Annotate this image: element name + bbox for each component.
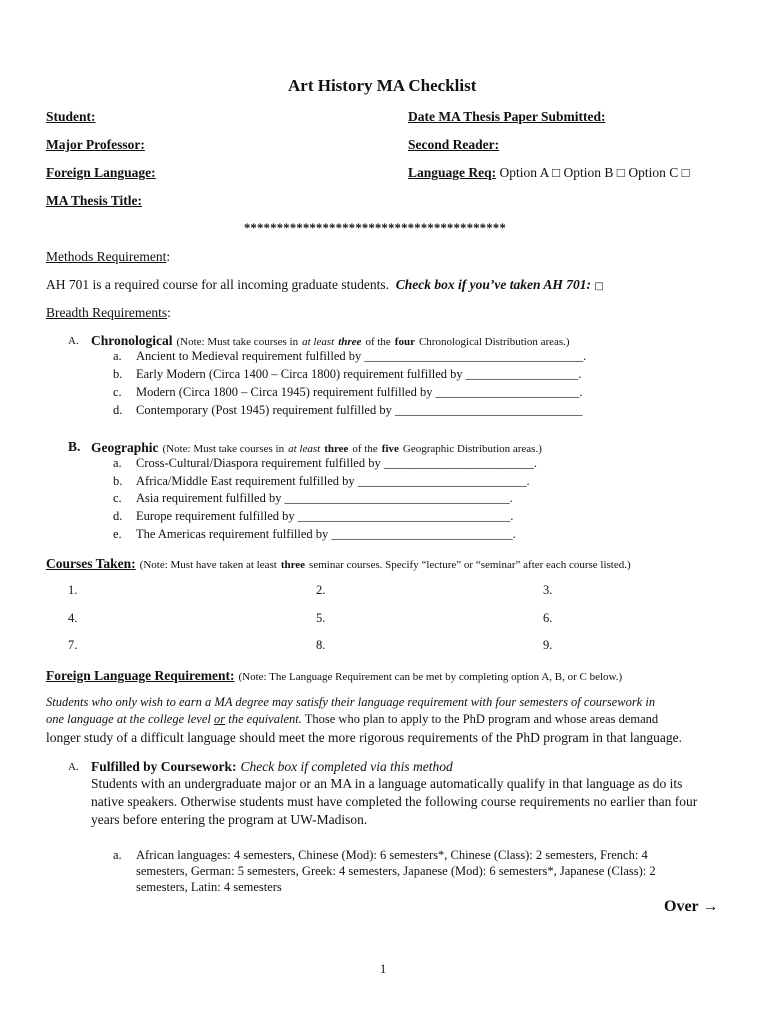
- geo-item-europe: Europe requirement fulfilled by __________________________________.: [136, 509, 514, 523]
- course-number-4: 4.: [68, 611, 78, 625]
- methods-text: AH 701 is a required course for all incoming graduate students.: [46, 277, 390, 292]
- geographic-note-post: Geographic Distribution areas.): [402, 443, 542, 455]
- chrono-item-marker: a.: [113, 349, 122, 363]
- foreign-italic-2a: one language at the college level: [46, 712, 211, 726]
- geo-item-marker: e.: [113, 527, 122, 541]
- chronological-note-of-the: of the: [365, 336, 391, 348]
- geo-item-americas: The Americas requirement fulfilled by _____________________________.: [136, 527, 516, 541]
- second-reader-label: Second Reader:: [408, 137, 500, 152]
- methods-line: [46, 277, 604, 293]
- language-req-options: Option A □ Option B □ Option C □: [499, 165, 690, 180]
- foreign-heading-row: [46, 667, 622, 685]
- option-a-line-3: years before entering the program at UW-Madison.: [91, 812, 368, 827]
- language-req-label: Language Req:: [408, 165, 497, 180]
- course-number-6: 6.: [543, 611, 553, 625]
- option-a-sub-line-1: African languages: 4 semesters, Chinese (Mod): 6 semesters*, Chinese (Class): 2 semesters, French: 4: [136, 848, 648, 862]
- breadth-colon: :: [167, 305, 171, 320]
- page-number: 1: [380, 962, 387, 976]
- chrono-item-early-modern: Early Modern (Circa 1400 – Circa 1800) requirement fulfilled by __________________.: [136, 367, 582, 381]
- foreign-italic-or: or: [214, 712, 226, 726]
- chronological-label: Chronological: [91, 333, 173, 348]
- language-req-row: [408, 165, 690, 181]
- option-a-heading: [91, 758, 453, 776]
- foreign-heading: Foreign Language Requirement:: [46, 668, 235, 683]
- foreign-line-3: longer study of a difficult language should meet the more rigorous requirements of the PhD program in that language.: [46, 730, 682, 745]
- geo-item-marker: b.: [113, 474, 123, 488]
- chronological-heading: [91, 332, 570, 350]
- course-number-3: 3.: [543, 583, 553, 597]
- foreign-language-label: Foreign Language:: [46, 165, 156, 180]
- chrono-item-marker: b.: [113, 367, 123, 381]
- option-a-sub-line-3: semesters, Latin: 4 semesters: [136, 880, 282, 894]
- course-number-2: 2.: [316, 583, 326, 597]
- chronological-note-at-least: at least: [302, 336, 335, 348]
- geographic-marker: B.: [68, 439, 81, 454]
- course-number-1: 1.: [68, 583, 78, 597]
- option-a-line-2: native speakers. Otherwise students must have completed the following course requirements no earlier than four: [91, 794, 698, 809]
- geo-item-cross-cultural: Cross-Cultural/Diaspora requirement fulfilled by ________________________.: [136, 456, 537, 470]
- option-a-sub-marker: a.: [113, 848, 122, 862]
- foreign-rest-2: Those who plan to apply to the PhD program and whose areas demand: [304, 712, 659, 726]
- methods-colon: :: [166, 249, 171, 264]
- geographic-note-pre: (Note: Must take courses in: [162, 443, 285, 455]
- methods-check-text: Check box if you’ve taken AH 701:: [395, 277, 592, 292]
- chronological-note-four: four: [394, 336, 415, 348]
- foreign-italic-line-1: Students who only wish to earn a MA degree may satisfy their language requirement with four semesters of coursework in: [46, 695, 656, 709]
- option-a-marker: A.: [68, 761, 79, 773]
- separator: ****************************************: [244, 221, 506, 235]
- courses-heading-row: [46, 555, 631, 573]
- option-a-label: Fulfilled by Coursework:: [91, 759, 237, 774]
- foreign-italic-2b: the equivalent.: [228, 712, 302, 726]
- chronological-note-post: Chronological Distribution areas.): [418, 336, 570, 348]
- methods-heading-text: Methods Requirement: [46, 249, 167, 264]
- geographic-heading: [91, 439, 542, 457]
- course-number-9: 9.: [543, 638, 553, 652]
- geo-item-africa: Africa/Middle East requirement fulfilled by ___________________________.: [136, 474, 530, 488]
- methods-checkbox[interactable]: □: [594, 281, 604, 292]
- chrono-item-marker: c.: [113, 385, 122, 399]
- geographic-note-of-the: of the: [352, 443, 378, 455]
- foreign-line-2: [46, 712, 658, 727]
- thesis-title-label: MA Thesis Title:: [46, 193, 143, 208]
- chronological-marker: A.: [68, 335, 79, 347]
- geo-item-marker: a.: [113, 456, 122, 470]
- geographic-note-five: five: [381, 443, 399, 455]
- option-a-check-text: Check box if completed via this method: [240, 759, 453, 774]
- methods-heading: [46, 249, 170, 265]
- breadth-heading-text: Breadth Requirements: [46, 305, 168, 320]
- option-a-sub-line-2: semesters, German: 5 semesters, Greek: 4 semesters, Japanese (Mod): 6 semesters*, Japanese (Class): 2: [136, 864, 656, 878]
- geographic-label: Geographic: [91, 440, 159, 455]
- page-title: Art History MA Checklist: [288, 76, 477, 95]
- chronological-note-pre: (Note: Must take courses in: [176, 336, 299, 348]
- geo-item-asia: Asia requirement fulfilled by ____________________________________.: [136, 491, 513, 505]
- chrono-item-modern: Modern (Circa 1800 – Circa 1945) requirement fulfilled by _______________________.: [136, 385, 583, 399]
- chrono-item-contemporary: Contemporary (Post 1945) requirement fulfilled by ______________________________: [136, 403, 583, 417]
- chrono-item-ancient: Ancient to Medieval requirement fulfilled by ___________________________________.: [136, 349, 587, 363]
- foreign-note: (Note: The Language Requirement can be met by completing option A, B, or C below.): [238, 671, 623, 683]
- course-number-7: 7.: [68, 638, 78, 652]
- geographic-note-at-least: at least: [288, 443, 321, 455]
- geo-item-marker: c.: [113, 491, 122, 505]
- chronological-note-three: three: [338, 336, 362, 348]
- geographic-note-three: three: [324, 443, 349, 455]
- course-number-5: 5.: [316, 611, 326, 625]
- chrono-item-marker: d.: [113, 403, 123, 417]
- breadth-heading: [46, 305, 171, 321]
- geo-item-marker: d.: [113, 509, 123, 523]
- courses-heading: Courses Taken:: [46, 556, 136, 571]
- courses-note-post: seminar courses. Specify “lecture” or “seminar” after each course listed.): [309, 559, 631, 571]
- courses-note-three: three: [280, 559, 306, 571]
- student-label: Student:: [46, 109, 96, 124]
- option-a-line-1: Students with an undergraduate major or an MA in a language automatically qualify in that language as do its: [91, 776, 683, 791]
- over-indicator: Over →: [664, 898, 719, 915]
- course-number-8: 8.: [316, 638, 326, 652]
- major-professor-label: Major Professor:: [46, 137, 145, 152]
- date-submitted-label: Date MA Thesis Paper Submitted:: [408, 109, 606, 124]
- courses-note-pre: (Note: Must have taken at least: [139, 559, 277, 571]
